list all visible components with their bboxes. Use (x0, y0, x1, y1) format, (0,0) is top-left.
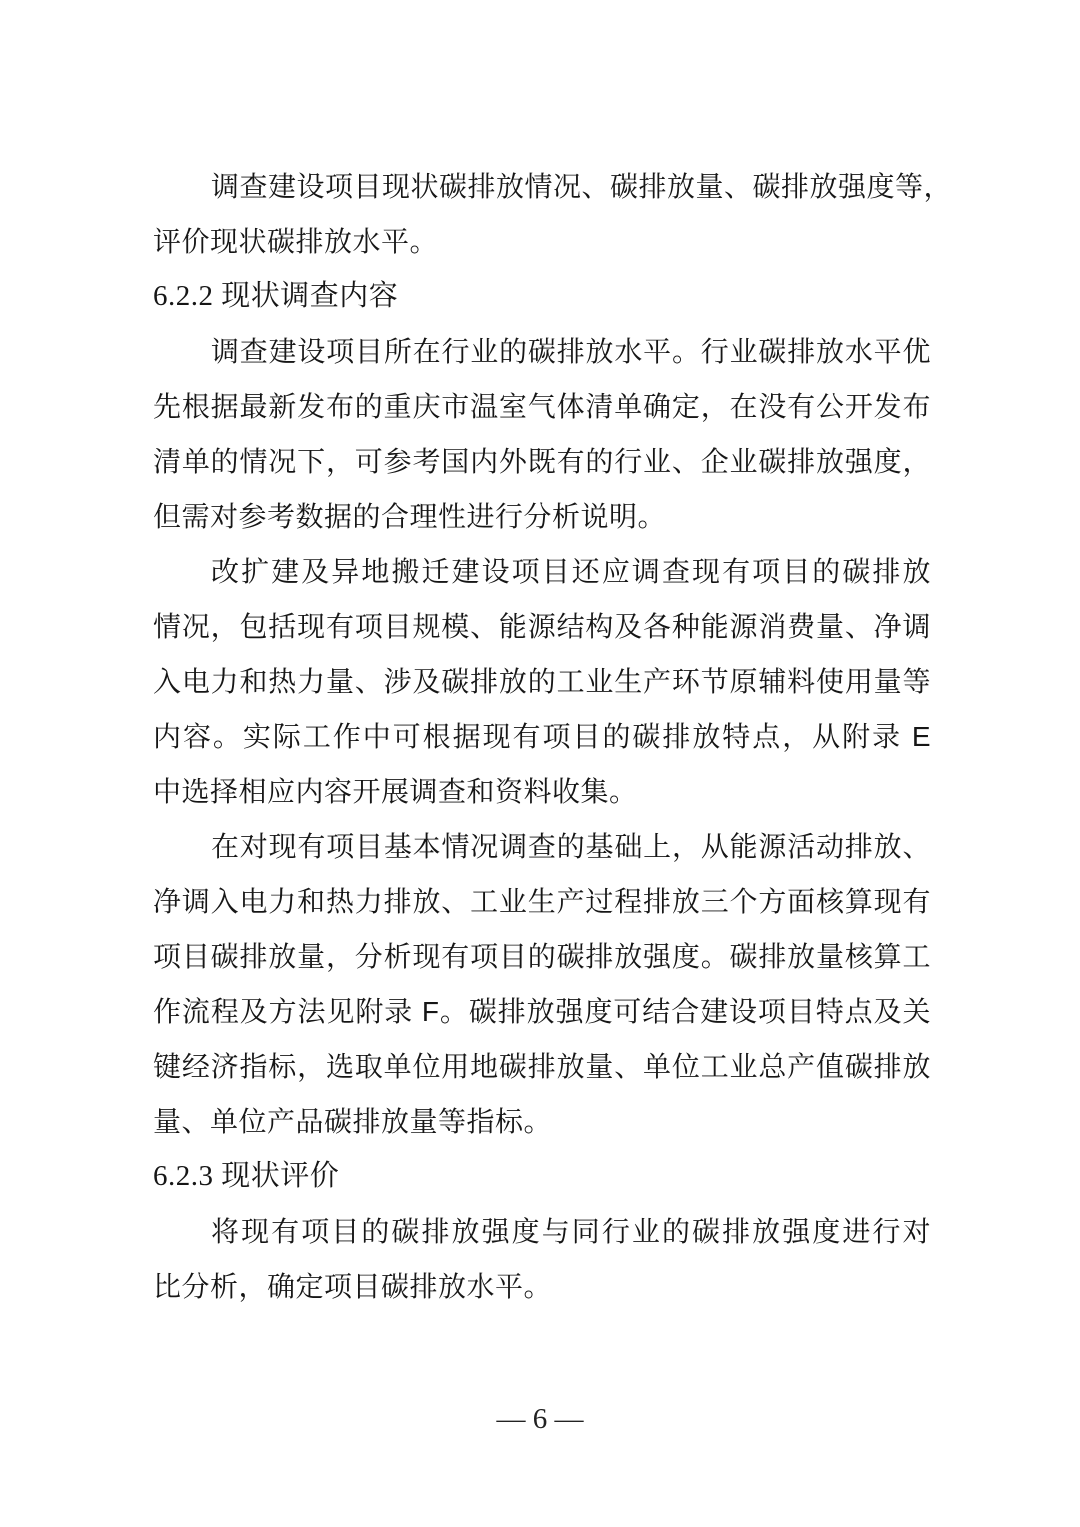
body-line: 将现有项目的碳排放强度与同行业的碳排放强度进行对 (211, 1216, 931, 1247)
body-line: 清单的情况下，可参考国内外既有的行业、企业碳排放强度， (153, 446, 931, 477)
body-line: 作流程及方法见附录 F。碳排放强度可结合建设项目特点及关 (153, 996, 931, 1027)
section-heading-6-2-2: 6.2.2 现状调查内容 (153, 280, 399, 312)
body-line: 在对现有项目基本情况调查的基础上，从能源活动排放、 (211, 831, 931, 862)
body-line: 情况，包括现有项目规模、能源结构及各种能源消费量、净调 (153, 611, 931, 642)
page-number: — 6 — (496, 1403, 584, 1435)
page-body-text (153, 159, 953, 1314)
body-line: 净调入电力和热力排放、工业生产过程排放三个方面核算现有 (153, 886, 931, 917)
body-line: 项目碳排放量，分析现有项目的碳排放强度。碳排放量核算工 (153, 941, 931, 972)
body-line: 入电力和热力量、涉及碳排放的工业生产环节原辅料使用量等 (153, 666, 931, 697)
body-line: 调查建设项目所在行业的碳排放水平。行业碳排放水平优 (211, 336, 931, 367)
body-line: 先根据最新发布的重庆市温室气体清单确定，在没有公开发布 (153, 391, 931, 422)
body-line: 键经济指标，选取单位用地碳排放量、单位工业总产值碳排放 (153, 1051, 931, 1082)
body-line: 评价现状碳排放水平。 (153, 226, 439, 257)
body-line: 量、单位产品碳排放量等指标。 (153, 1106, 553, 1137)
body-line: 比分析，确定项目碳排放水平。 (153, 1271, 553, 1302)
body-line: 改扩建及异地搬迁建设项目还应调查现有项目的碳排放 (211, 556, 931, 587)
body-line: 但需对参考数据的合理性进行分析说明。 (153, 501, 667, 532)
section-heading-6-2-3: 6.2.3 现状评价 (153, 1160, 340, 1192)
body-line: 内容。实际工作中可根据现有项目的碳排放特点，从附录 E (153, 721, 931, 752)
body-line: 调查建设项目现状碳排放情况、碳排放量、碳排放强度等， (211, 171, 953, 202)
body-line: 中选择相应内容开展调查和资料收集。 (153, 776, 638, 807)
